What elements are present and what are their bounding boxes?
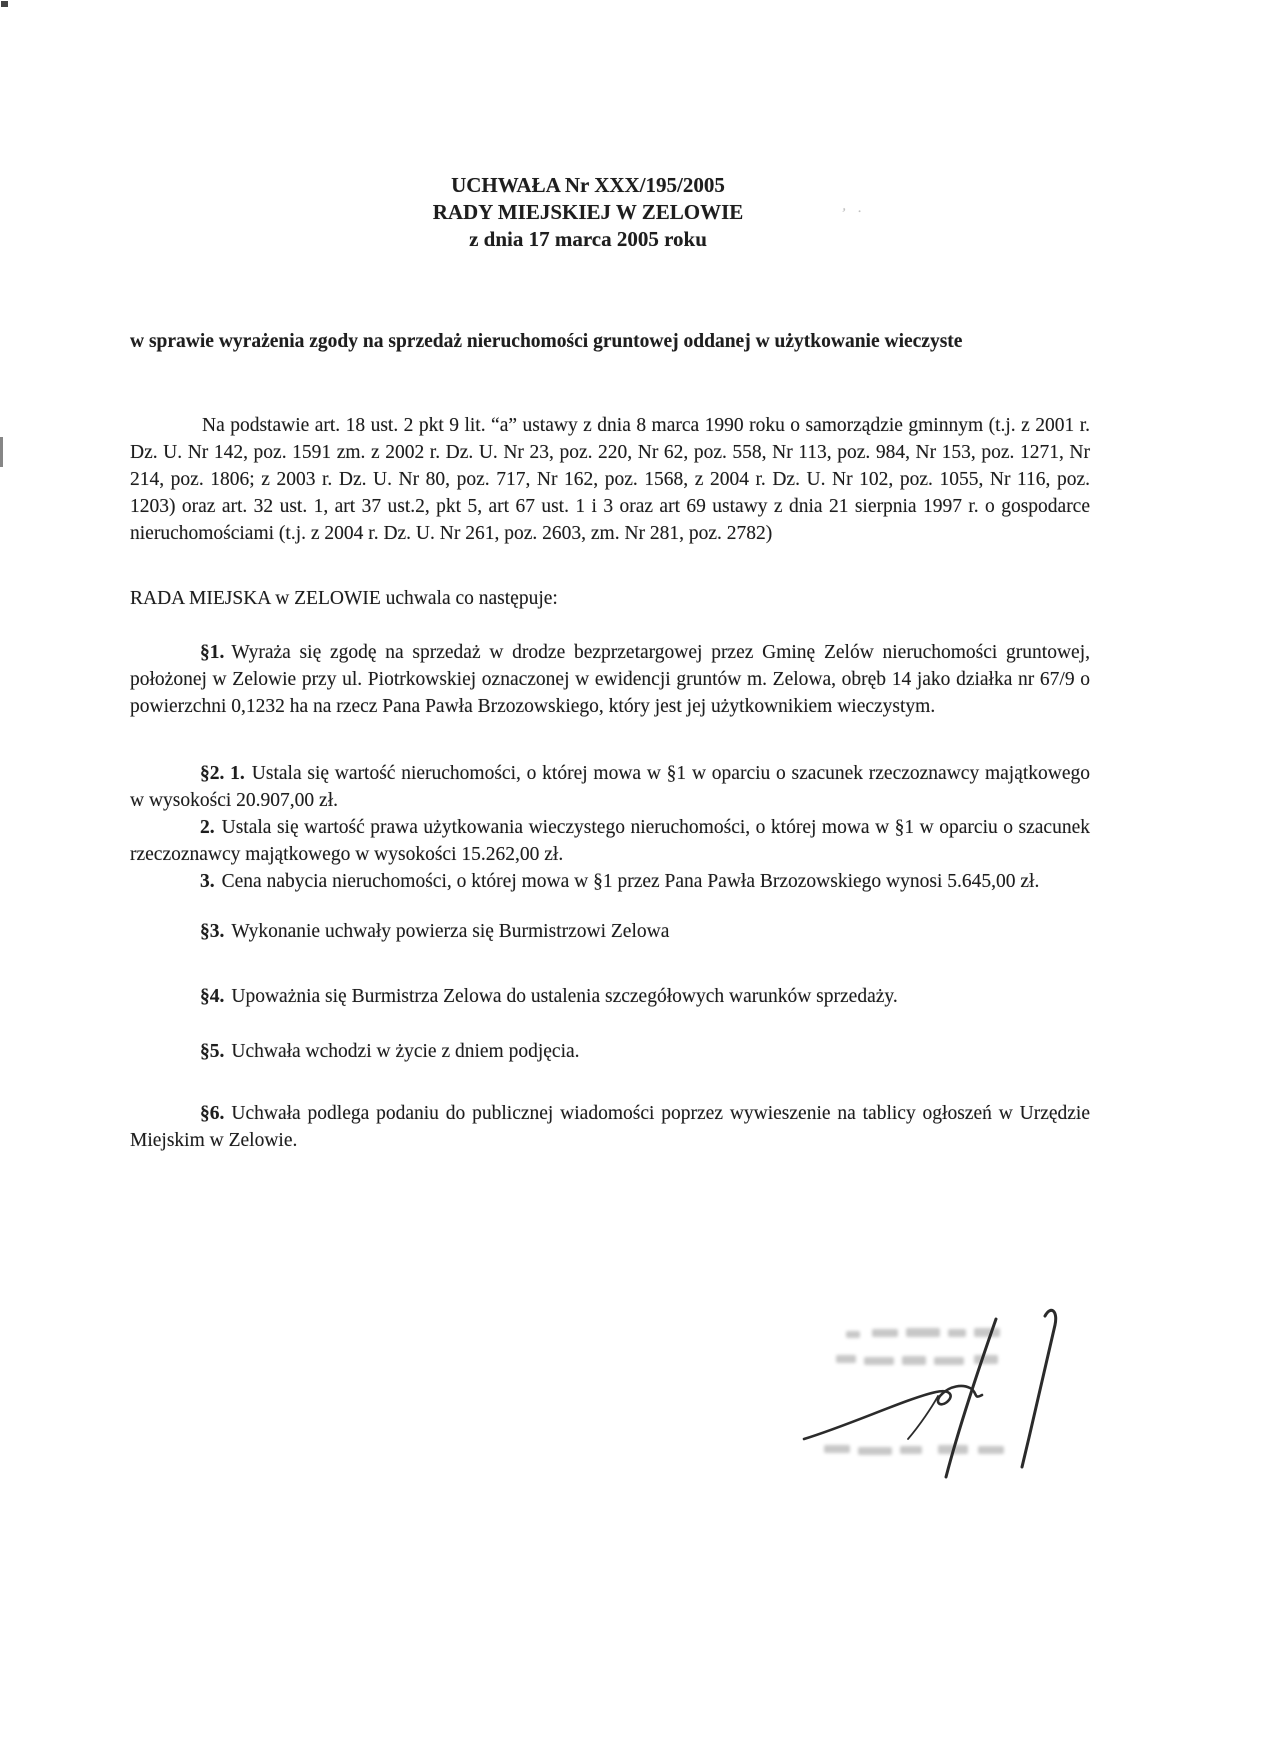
signature-stamp-smudge (824, 1328, 1004, 1455)
section-paragraph-6 (130, 1100, 1090, 1154)
section-paragraph-5 (130, 1038, 1090, 1065)
title-line-council-name: RADY MIEJSKIEJ W ZELOWIE (432, 200, 744, 224)
section-paragraph-3 (130, 918, 1090, 945)
scan-speck (1, 1, 8, 7)
section-paragraph-2-2 (130, 814, 1090, 868)
section-paragraph-4 (130, 983, 1090, 1010)
section-marker: 3. (200, 871, 215, 892)
title-line-date: z dnia 17 marca 2005 roku (469, 227, 707, 251)
section-text: Ustala się wartość prawa użytkowania wieczystego nieruchomości, o której mowa w §1 w oparciu o szacunek rzeczoznawcy majątkowego w wysokości 15.262,00 zł. (130, 817, 1090, 865)
section-marker: §5. (200, 1041, 225, 1062)
signature-scrawl (788, 1295, 1088, 1485)
section-marker: §1. (200, 642, 225, 663)
section-paragraph-2-1 (130, 760, 1090, 814)
section-text: Uchwała podlega podaniu do publicznej wiadomości poprzez wywieszenie na tablicy ogłoszeń w Urzędzie Miejskim w Zelowie. (130, 1103, 1090, 1151)
enacting-formula: RADA MIEJSKA w ZELOWIE uchwala co następuje: (130, 588, 558, 609)
section-text: Wyraża się zgodę na sprzedaż w drodze bezprzetargowej przez Gminę Zelów nieruchomości gruntowej, położonej w Zelowie przy ul. Piotrkowskiej oznaczonej w ewidencji gruntów m. Zelowa, obręb 14 jako działka nr 67/9 o powierzchni 0,1232 ha na rzecz Pana Pawła Brzozowskiego, który jest jej użytkownikiem wieczystym. (130, 642, 1090, 717)
section-marker: §6. (200, 1103, 225, 1124)
section-text: Ustala się wartość nieruchomości, o której mowa w §1 w oparciu o szacunek rzeczoznawcy majątkowego w wysokości 20.907,00 zł. (130, 763, 1091, 811)
section-text: Cena nabycia nieruchomości, o której mowa w §1 przez Pana Pawła Brzozowskiego wynosi 5.645,00 zł. (221, 871, 1040, 892)
section-text: Uchwała wchodzi w życie z dniem podjęcia. (231, 1041, 580, 1062)
section-marker: 2. (200, 817, 215, 838)
section-text: Upoważnia się Burmistrza Zelowa do ustalenia szczegółowych warunków sprzedaży. (231, 986, 898, 1007)
scan-edge-mark (0, 437, 3, 467)
section-paragraph-2-3 (130, 868, 1090, 895)
title-line-resolution-number: UCHWAŁA Nr XXX/195/2005 (451, 173, 725, 197)
scan-faint-marks: ‚ . (841, 198, 867, 217)
section-text: Wykonanie uchwały powierza się Burmistrzowi Zelowa (231, 921, 670, 942)
signature-block (788, 1295, 1088, 1485)
legal-basis-paragraph: Na podstawie art. 18 ust. 2 pkt 9 lit. “a” ustawy z dnia 8 marca 1990 roku o samorządzie gminnym (t.j. z 2001 r. Dz. U. Nr 142, poz. 1591 zm. z 2002 r. Dz. U. Nr 23, poz. 220, Nr 62, poz. 558, Nr 113, poz. 984, Nr 153, poz. 1271, Nr 214, poz. 1806; z 2003 r. Dz. U. Nr 80, poz. 717, Nr 162, poz. 1568, z 2004 r. Dz. U. Nr 102, poz. 1055, Nr 116, poz. 1203) oraz art. 32 ust. 1, art 37 ust.2, pkt 5, art 67 ust. 1 i 3 oraz art 69 ustawy z dnia 21 sierpnia 1997 r. o gospodarce nieruchomościami (t.j. z 2004 r. Dz. U. Nr 261, poz. 2603, zm. Nr 281, poz. 2782) (130, 415, 1090, 544)
document-title (108, 0, 1068, 253)
section-paragraph-1 (130, 639, 1090, 720)
section-marker: §4. (200, 986, 225, 1007)
subject-line: w sprawie wyrażenia zgody na sprzedaż nieruchomości gruntowej oddanej w użytkowanie wieczyste (130, 331, 963, 352)
section-marker: §2. 1. (200, 763, 245, 784)
document-body (130, 0, 1090, 1154)
section-marker: §3. (200, 921, 225, 942)
